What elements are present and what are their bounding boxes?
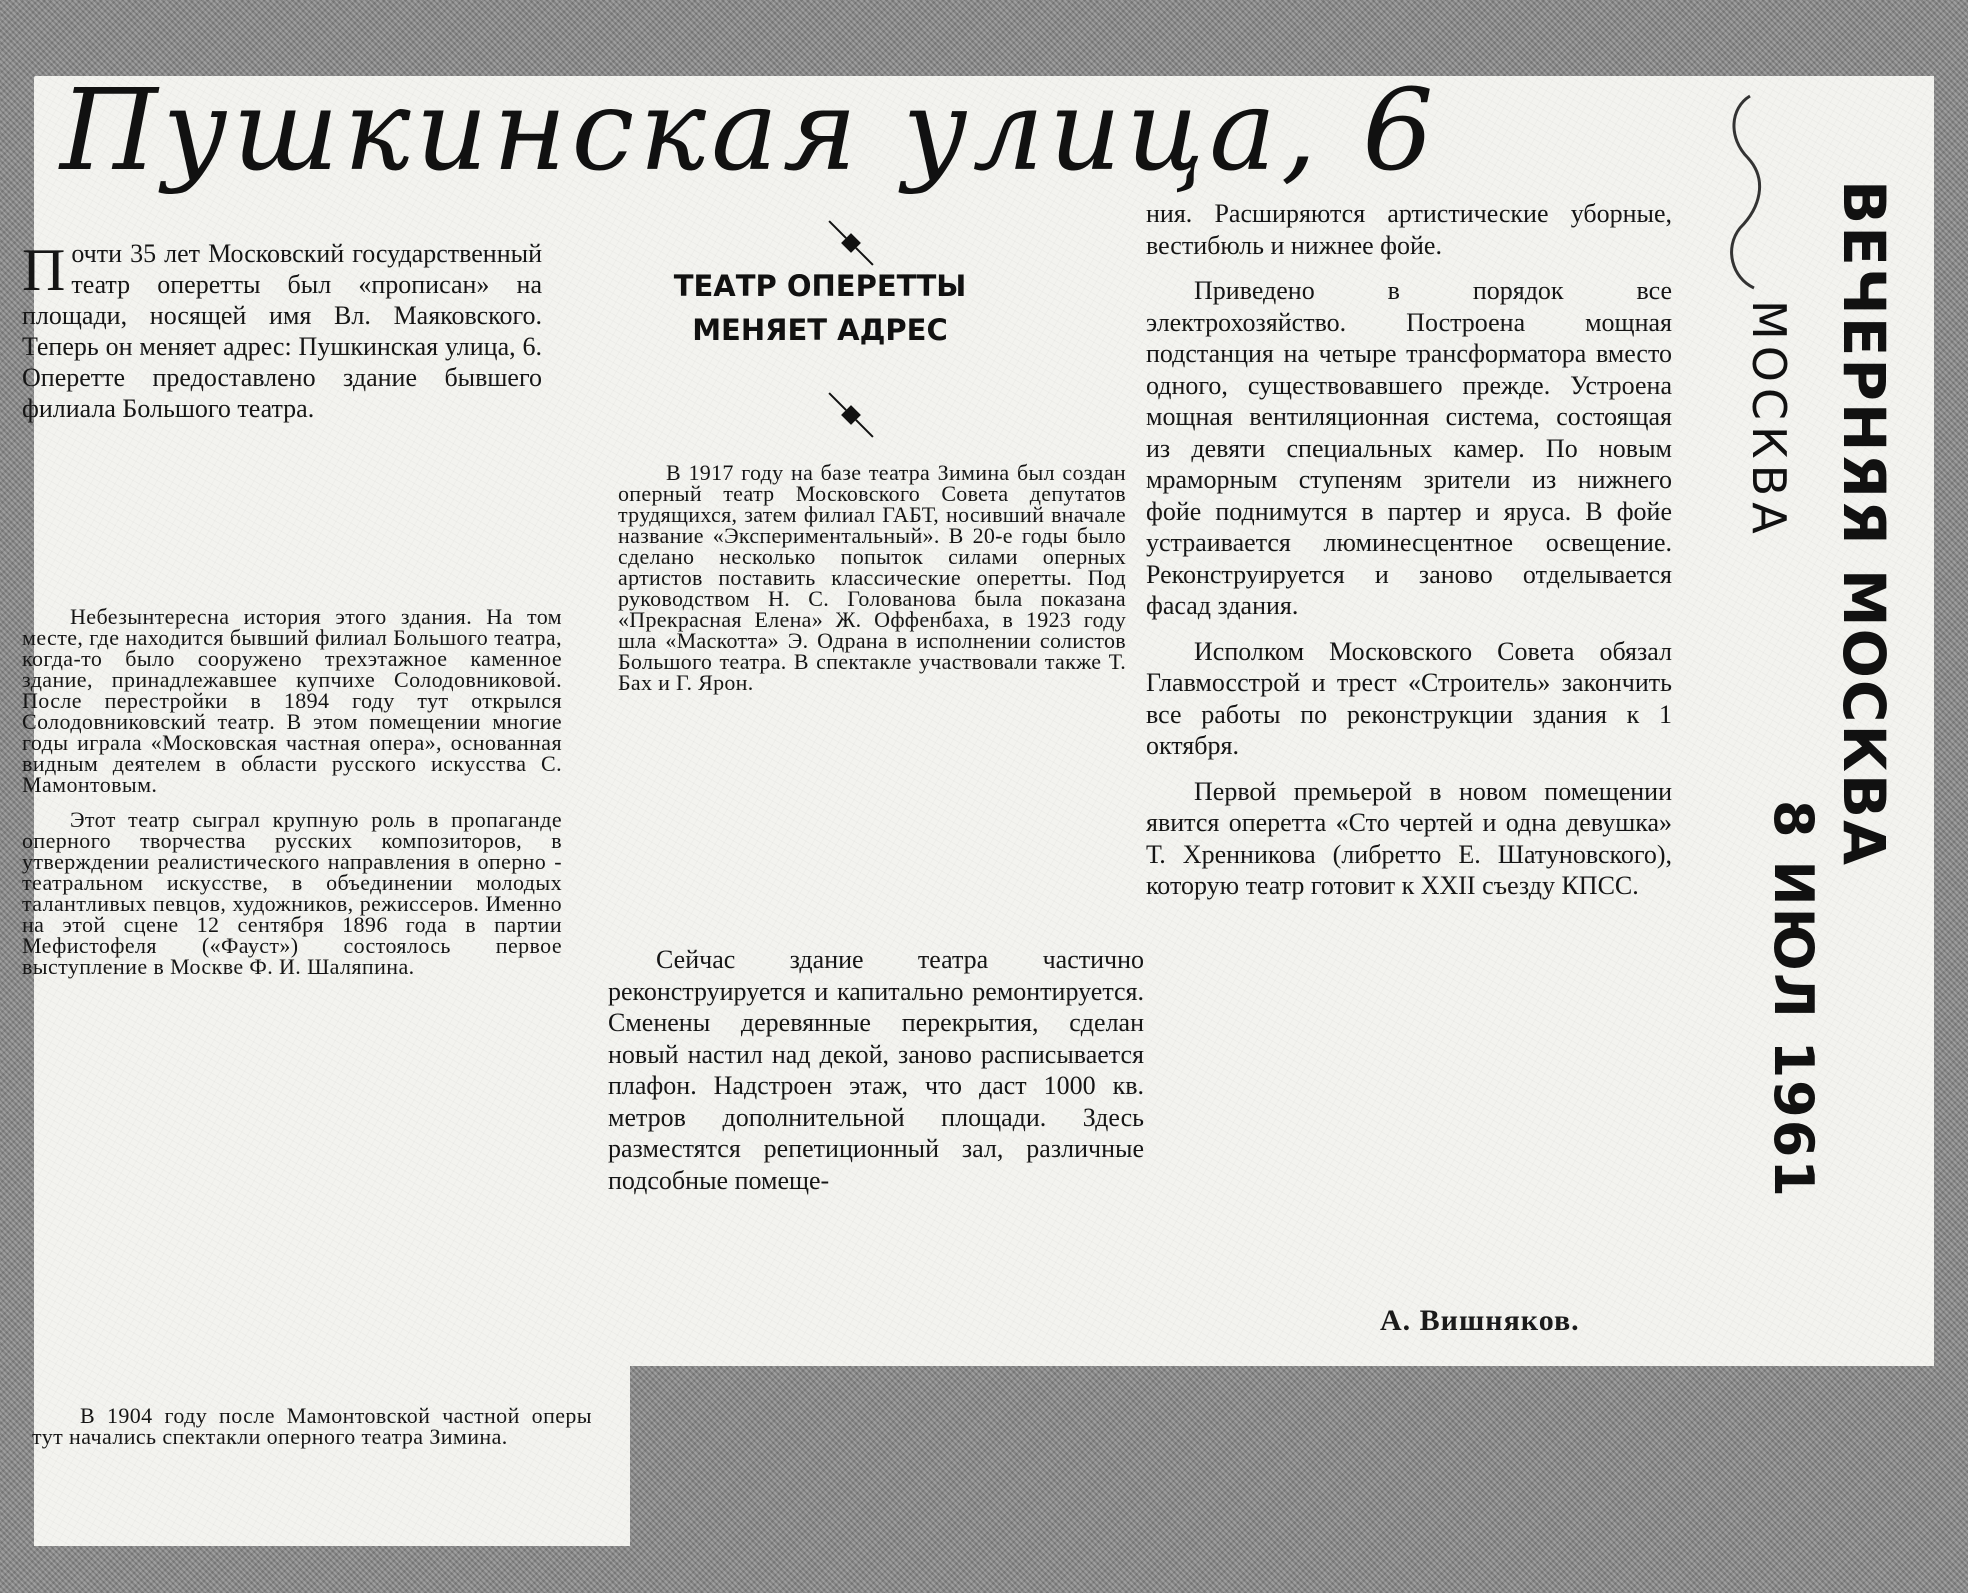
subheadline	[630, 264, 1010, 352]
article-column-2-continued	[608, 944, 1144, 1210]
paragraph: Первой премьерой в новом помещении явится оперетта «Сто чертей и одна девушка» Т. Хренникова (либретто Е. Шатуновского), которую театр готовит к XXII съезду КПСС.	[1146, 776, 1672, 900]
paragraph: В 1904 году после Мамонтовской частной оперы тут начались спектакли оперного театра Зимина.	[32, 1403, 592, 1449]
masthead-city: МОСКВА	[1742, 300, 1796, 540]
paragraph: Сейчас здание театра частично реконструируется и капитально ремонтируется. Сменены деревянные перекрытия, сделан новый настил над декой, заново расписывается плафон. Надстроен этаж, что даст 1000 кв. метров дополнительной площади. Здесь разместятся репетиционный зал, различные подсобные помеще-	[608, 945, 1144, 1195]
author-signature: А. Вишняков.	[1380, 1304, 1580, 1337]
article-lead	[22, 238, 542, 438]
paragraph: Приведено в порядок все электрохозяйство. Построена мощная подстанция на четыре трансформатора вместо одного, существовавшего прежде. Устроена мощная вентиляционная система, состоящая из девяти специальных камер. По новым мраморным ступеням зрители из нижнего фойе поднимутся в партер и яруса. В фойе устраивается люминесцентное освещение. Реконструируется и заново отделывается фасад здания.	[1146, 276, 1672, 620]
paragraph: Небезынтересна история этого здания. На том месте, где находится бывший филиал Большого театра, когда-то было сооружено трехэтажное каменное здание, принадлежавшее купчихе Солодовниковой. После перестройки в 1894 году тут открылся Солодовниковский театр. В этом помещении многие годы играла «Московская частная опера», основанная видным деятелем в области русского искусства С. Мамонтовым.	[22, 604, 562, 797]
subheadline-line-1: ТЕАТР ОПЕРЕТТЫ	[673, 269, 967, 303]
article-column-3	[1146, 198, 1672, 916]
paragraph: В 1917 году на базе театра Зимина был создан оперный театр Московского Совета депутатов трудящихся, затем филиал ГАБТ, носивший вначале название «Экспериментальный». В 20-е годы было сделано несколько попыток силами оперных артистов поставить классические оперетты. Под руководством Н. С. Голованова была показана «Прекрасная Елена» Ж. Оффенбаха, в 1923 году шла «Маскотта» Э. Одрана в исполнении солистов Большого театра. В спектакле участвовали также Т. Бах и Г. Ярон.	[618, 460, 1126, 695]
paragraph: Исполком Московского Совета обязал Главмосстрой и трест «Строитель» закончить все работы по реконструкции здания к 1 октября.	[1146, 636, 1672, 760]
drop-cap: П	[22, 237, 66, 303]
lead-text: очти 35 лет Московский государственный театр оперетты был «прописан» на площади, носящей имя Вл. Маяковского. Теперь он меняет адрес: Пушкинская улица, 6. Оперетте предоставлено здание бывшего филиала Большого театра.	[22, 239, 542, 423]
article-column-1-continued	[32, 1405, 592, 1461]
subheadline-line-2: МЕНЯЕТ АДРЕС	[692, 313, 948, 347]
article-column-2	[618, 462, 1126, 707]
paragraph: Этот театр сыграл крупную роль в пропаганде оперного творчества русских композиторов, в утверждении реалистического направления в оперно - театральном искусстве, в объединении молодых талантливых певцов, художников, режиссеров. Именно на этой сцене 12 сентября 1896 года в партии Мефистофеля («Фауст») состоялось первое выступление в Москве Ф. И. Шаляпина.	[22, 807, 562, 979]
article-column-1	[22, 606, 562, 991]
newspaper-masthead	[1700, 180, 1940, 1199]
masthead-title: ВЕЧЕРНЯЯ МОСКВА	[1830, 180, 1898, 867]
masthead-date: 8 ИЮЛ 1961	[1762, 800, 1825, 1199]
headline: Пушкинская улица, 6	[60, 66, 1439, 196]
paragraph: ния. Расширяются артистические уборные, вестибюль и нижнее фойе.	[1146, 199, 1672, 260]
